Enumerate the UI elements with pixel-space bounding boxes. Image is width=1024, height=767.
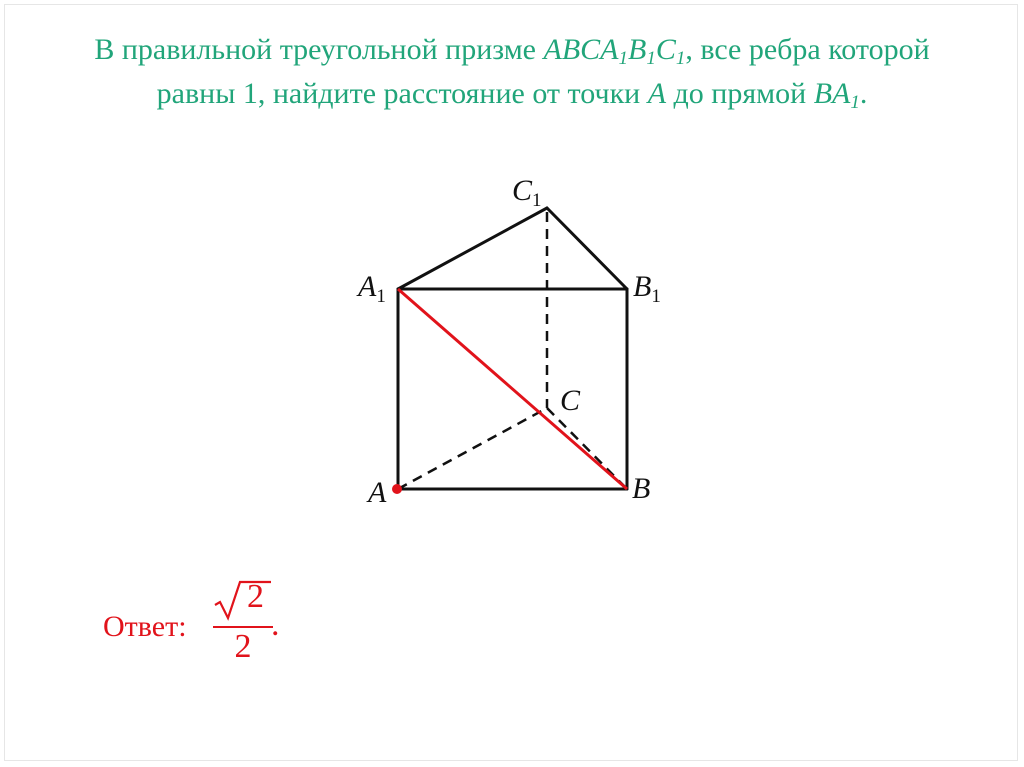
prism-name: $ABCA_1B_1C_1$ <box>543 33 686 69</box>
problem-text-2b: до прямой <box>666 77 814 110</box>
problem-text-2c: . <box>859 77 868 110</box>
answer-period: . <box>271 606 280 643</box>
problem-text-1b: , все ребра которой <box>685 33 930 66</box>
point-name: A <box>647 77 667 110</box>
point-A-marker <box>392 484 402 494</box>
label-B1: $B_1$ <box>633 270 661 307</box>
problem-text-2a: равны 1, найдите расстояние от точки <box>156 77 648 110</box>
label-A: A <box>368 476 387 509</box>
edge-C1B1 <box>547 208 627 289</box>
label-C: C <box>560 384 581 417</box>
label-B: B <box>632 472 651 505</box>
line-name: $BA_1$ <box>813 77 860 113</box>
label-A1: $A_1$ <box>358 270 386 307</box>
fraction-numerator <box>213 578 273 620</box>
segment-BA1 <box>398 289 627 489</box>
sqrt-icon <box>213 578 273 622</box>
fraction-denominator: 2 <box>234 628 252 665</box>
edge-AC-hidden <box>398 408 547 489</box>
problem-text-1a: В правильной треугольной призме <box>94 33 544 66</box>
numerator-digit: 2 <box>247 578 264 615</box>
label-C1: $C_1$ <box>512 174 542 211</box>
answer-label: Ответ: <box>103 610 187 643</box>
edge-A1C1 <box>398 208 547 289</box>
